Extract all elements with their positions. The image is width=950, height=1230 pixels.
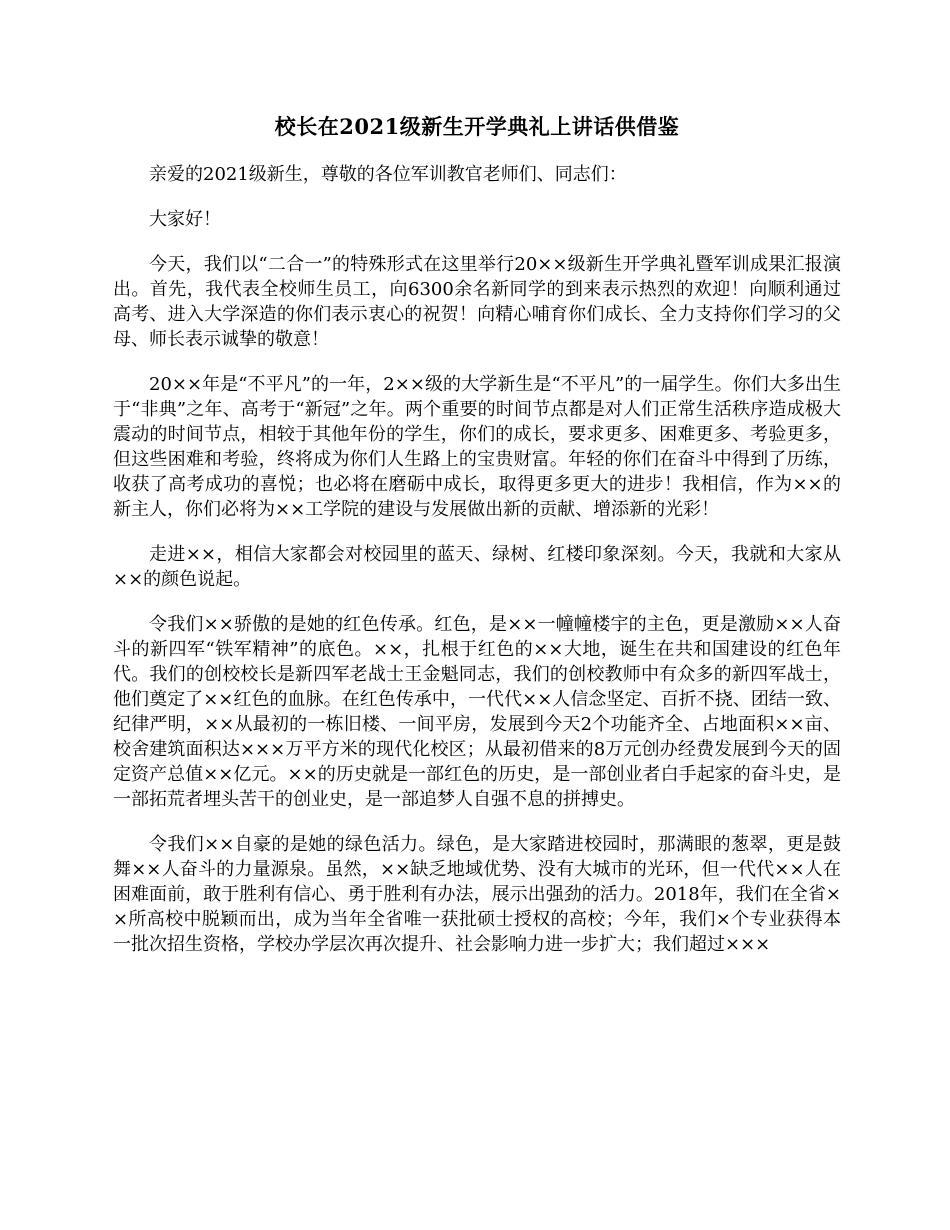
paragraph-welcome: 今天，我们以“二合一”的特殊形式在这里举行20××级新生开学典礼暨军训成果汇报演出。首先，我代表全校师生员工，向6300余名新同学的到来表示热烈的欢迎！向顺利通过高考、进入大学深造的你们表示衷心的祝贺！向精心哺育你们成长、全力支持你们学习的父母、师长表示诚挚的敬意！ <box>113 254 841 350</box>
paragraph-green-vitality: 令我们××自豪的是她的绿色活力。绿色，是大家踏进校园时，那满眼的葱翠，更是鼓舞××人奋斗的力量源泉。虽然，××缺乏地域优势、没有大城市的光环，但一代代××人在困难面前，敢于胜利有信心、勇于胜利有办法，展示出强劲的活力。2018年，我们在全省××所高校中脱颖而出，成为当年全省唯一获批硕士授权的高校；今年，我们×个专业获得本一批次招生资格，学校办学层次再次提升、社会影响力进一步扩大；我们超过××× <box>113 834 841 955</box>
paragraph-salutation: 亲爱的2021级新生，尊敬的各位军训教官老师们、同志们： <box>149 164 627 185</box>
paragraph-campus-colors: 走进××，相信大家都会对校园里的蓝天、绿树、红楼印象深刻。今天，我就和大家从××的颜色说起。 <box>113 544 841 590</box>
paragraph-red-heritage: 令我们××骄傲的是她的红色传承。红色，是××一幢幢楼宇的主色，更是激励××人奋斗的新四军“铁军精神”的底色。××，扎根于红色的××大地，诞生在共和国建设的红色年代。我们的创校校长是新四军老战士王金魁同志，我们的创校教师中有众多的新四军战士，他们奠定了××红色的血脉。在红色传承中，一代代××人信念坚定、百折不挠、团结一致、纪律严明，××从最初的一栋旧楼、一间平房，发展到今天2个功能齐全、占地面积××亩、校舍建筑面积达×××万平方米的现代化校区；从最初借来的8万元创办经费发展到今天的固定资产总值××亿元。××的历史就是一部红色的历史，是一部创业者白手起家的奋斗史，是一部拓荒者埋头苦干的创业史，是一部追梦人自强不息的拼搏史。 <box>113 614 841 810</box>
paragraph-greeting: 大家好！ <box>149 209 221 230</box>
document-title: 校长在2021级新生开学典礼上讲话供借鉴 <box>274 114 680 139</box>
document-page <box>113 112 841 977</box>
paragraph-extraordinary-year: 20××年是“不平凡”的一年，2××级的大学新生是“不平凡”的一届学生。你们大多出生于“非典”之年、高考于“新冠”之年。两个重要的时间节点都是对人们正常生活秩序造成极大震动的时间节点，相较于其他年份的学生，你们的成长，要求更多、困难更多、考验更多，但这些困难和考验，终将成为你们人生路上的宝贵财富。年轻的你们在奋斗中得到了历练，收获了高考成功的喜悦；也必将在磨砺中成长，取得更多更大的进步！我相信，作为××的新主人，你们必将为××工学院的建设与发展做出新的贡献、增添新的光彩！ <box>113 374 841 520</box>
